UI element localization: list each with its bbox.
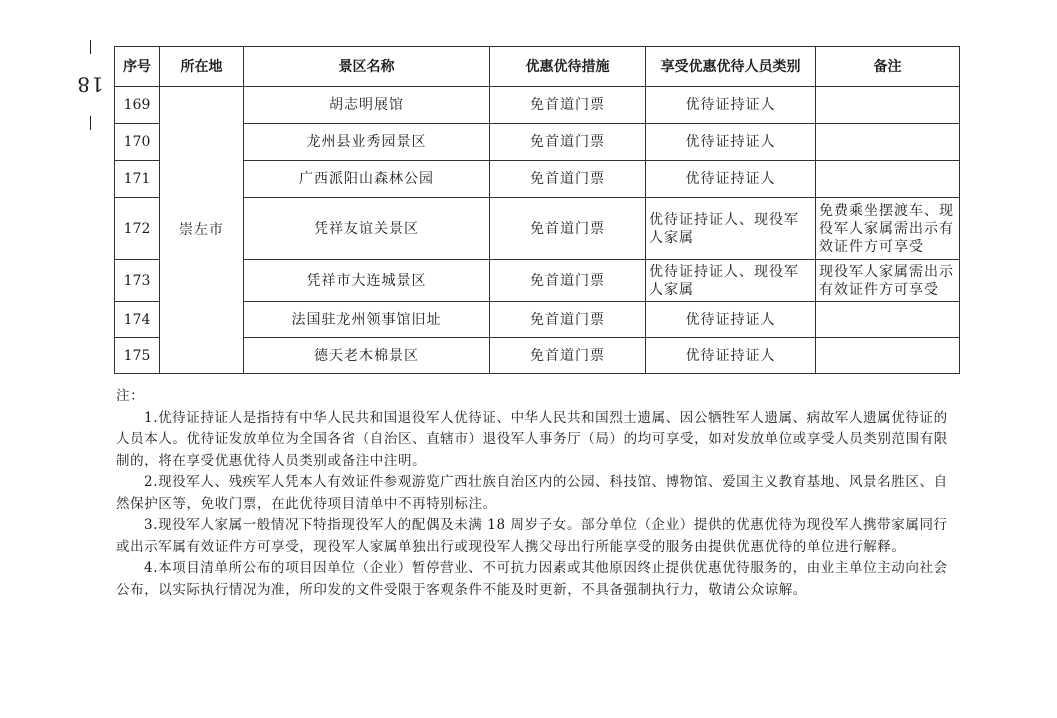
note-item-2: 2.现役军人、残疾军人凭本人有效证件参观游览广西壮族自治区内的公园、科技馆、博物馆、爱国主义教育基地、风景名胜区、自然保护区等，免收门票，在此优待项目清单中不再特别标注。 — [116, 474, 948, 512]
row-note: 现役军人家属需出示有效证件方可享受 — [816, 260, 960, 302]
row-measure: 免首道门票 — [490, 338, 646, 374]
row-name: 德天老木棉景区 — [244, 338, 490, 374]
row-measure: 免首道门票 — [490, 198, 646, 260]
row-category: 优待证持证人 — [646, 302, 816, 338]
row-category: 优待证持证人 — [646, 124, 816, 161]
row-name: 凭祥友谊关景区 — [244, 198, 490, 260]
header-location: 所在地 — [160, 47, 244, 87]
row-no: 175 — [115, 338, 160, 374]
row-category: 优待证持证人 — [646, 87, 816, 124]
table-header-row — [115, 47, 960, 87]
row-measure: 免首道门票 — [490, 260, 646, 302]
row-category: 优待证持证人、现役军人家属 — [646, 198, 816, 260]
row-no: 170 — [115, 124, 160, 161]
location-cell: 崇左市 — [160, 87, 244, 374]
row-measure: 免首道门票 — [490, 161, 646, 198]
row-note — [816, 302, 960, 338]
row-name: 法国驻龙州领事馆旧址 — [244, 302, 490, 338]
row-measure: 免首道门票 — [490, 302, 646, 338]
header-no: 序号 — [115, 47, 160, 87]
row-note — [816, 87, 960, 124]
row-no: 169 — [115, 87, 160, 124]
row-note — [816, 338, 960, 374]
page-number-dash-top — [90, 40, 91, 54]
header-measure: 优惠优待措施 — [490, 47, 646, 87]
row-no: 172 — [115, 198, 160, 260]
row-measure: 免首道门票 — [490, 124, 646, 161]
row-note — [816, 124, 960, 161]
page-number — [70, 40, 110, 130]
note-item-3: 3.现役军人家属一般情况下特指现役军人的配偶及未满 18 周岁子女。部分单位（企业）提供的优惠优待为现役军人携带家属同行或出示军属有效证件方可享受，现役军人家属单独出行或现役军人携父母出行所能享受的服务由提供优惠优待的单位进行解释。 — [116, 517, 948, 555]
page-number-dash-bottom — [90, 116, 91, 130]
row-no: 171 — [115, 161, 160, 198]
row-category: 优待证持证人 — [646, 338, 816, 374]
header-category: 享受优惠优待人员类别 — [646, 47, 816, 87]
scenic-area-table — [114, 46, 960, 374]
header-note: 备注 — [816, 47, 960, 87]
row-name: 广西派阳山森林公园 — [244, 161, 490, 198]
row-note: 免费乘坐摆渡车、现役军人家属需出示有效证件方可享受 — [816, 198, 960, 260]
row-name: 龙州县业秀园景区 — [244, 124, 490, 161]
notes-section — [116, 386, 958, 601]
row-note — [816, 161, 960, 198]
row-no: 173 — [115, 260, 160, 302]
row-category: 优待证持证人 — [646, 161, 816, 198]
table-row — [115, 87, 960, 124]
row-category: 优待证持证人、现役军人家属 — [646, 260, 816, 302]
row-name: 胡志明展馆 — [244, 87, 490, 124]
row-name: 凭祥市大连城景区 — [244, 260, 490, 302]
notes-label: 注： — [116, 388, 145, 404]
header-scenic-name: 景区名称 — [244, 47, 490, 87]
page-number-text: 18 — [76, 72, 104, 97]
row-no: 174 — [115, 302, 160, 338]
note-item-4: 4.本项目清单所公布的项目因单位（企业）暂停营业、不可抗力因素或其他原因终止提供优惠优待服务的，由业主单位主动向社会公布，以实际执行情况为准，所印发的文件受限于客观条件不能及时更新，不具备强制执行力，敬请公众谅解。 — [116, 560, 948, 598]
row-measure: 免首道门票 — [490, 87, 646, 124]
note-item-1: 1.优待证持证人是指持有中华人民共和国退役军人优待证、中华人民共和国烈士遗属、因公牺牲军人遗属、病故军人遗属优待证的人员本人。优待证发放单位为全国各省（自治区、直辖市）退役军人事务厅（局）的均可享受，如对发放单位或享受人员类别范围有限制的，将在享受优惠优待人员类别或备注中注明。 — [116, 409, 948, 469]
